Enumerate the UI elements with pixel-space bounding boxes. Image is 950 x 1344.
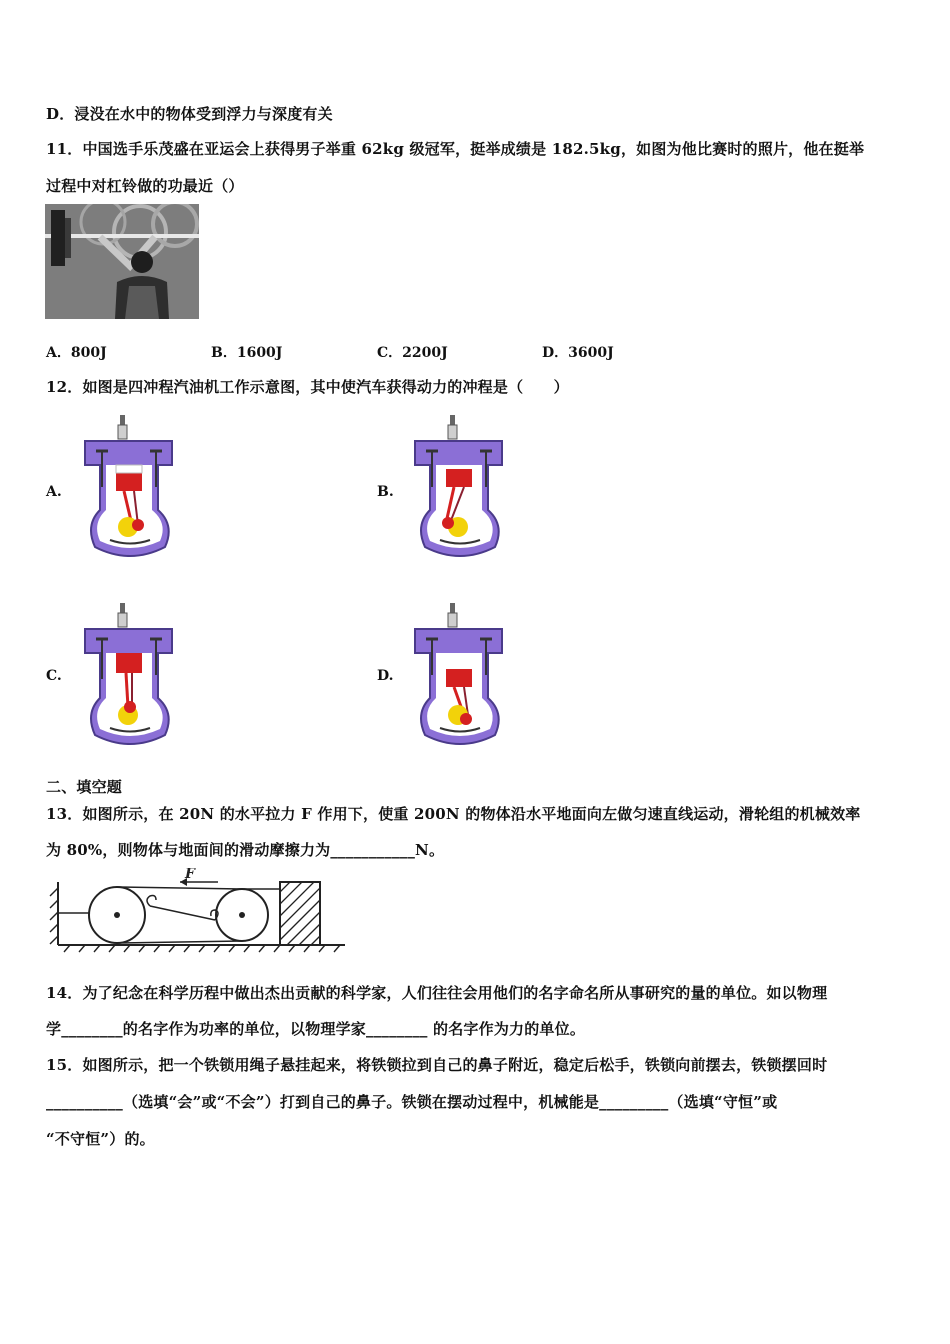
section-title: 二、填空题 (46, 778, 123, 796)
q15-stem-line3: “不守恒”）的。 (46, 1130, 155, 1148)
engine-diagram-a (80, 415, 180, 564)
weightlifter-photo (45, 204, 199, 319)
q14-stem-line2: 学________的名字作为功率的单位，以物理学家________ 的名字作为力的单位。 (46, 1020, 586, 1038)
q10-option-d: D．浸没在水中的物体受到浮力与深度有关 (46, 105, 333, 123)
q12-label-d: D. (377, 668, 394, 684)
q11-stem-line2: 过程中对杠铃做的功最近（） (46, 177, 244, 195)
q12-label-b: B. (377, 484, 394, 500)
q12-stem: 12．如图是四冲程汽油机工作示意图，其中使汽车获得动力的冲程是（ ） (46, 378, 569, 396)
engine-diagram-c (80, 603, 180, 752)
q15-stem-line2: __________（选填“会”或“不会”）打到自己的鼻子。铁锁在摆动过程中，机械能是_________（选填“守恒”或 (46, 1093, 778, 1111)
q11-option-d: D．3600J (542, 345, 614, 361)
q11-option-b: B．1600J (211, 345, 283, 361)
q11-stem-line1: 11．中国选手乐茂盛在亚运会上获得男子举重 62kg 级冠军，挺举成绩是 182.5kg，如图为他比赛时的照片，他在挺举 (46, 140, 865, 158)
engine-diagram-b (410, 415, 510, 564)
force-label-f: F (185, 868, 195, 882)
q14-stem-line1: 14．为了纪念在科学历程中做出杰出贡献的科学家，人们往往会用他们的名字命名所从事研究的量的单位。如以物理 (46, 984, 828, 1002)
q13-stem-line1: 13．如图所示，在 20N 的水平拉力 F 作用下，使重 200N 的物体沿水平地面向左做匀速直线运动，滑轮组的机械效率 (46, 805, 861, 823)
q11-option-a: A．800J (46, 345, 107, 361)
q12-label-a: A. (46, 484, 62, 500)
engine-diagram-d (410, 603, 510, 752)
q13-stem-line2: 为 80%，则物体与地面间的滑动摩擦力为___________N。 (46, 841, 445, 859)
pulley-diagram (40, 868, 350, 957)
q15-stem-line1: 15．如图所示，把一个铁锁用绳子悬挂起来，将铁锁拉到自己的鼻子附近，稳定后松手，铁锁向前摆去，铁锁摆回时 (46, 1056, 828, 1074)
q11-option-c: C．2200J (377, 345, 448, 361)
q12-label-c: C. (46, 668, 62, 684)
